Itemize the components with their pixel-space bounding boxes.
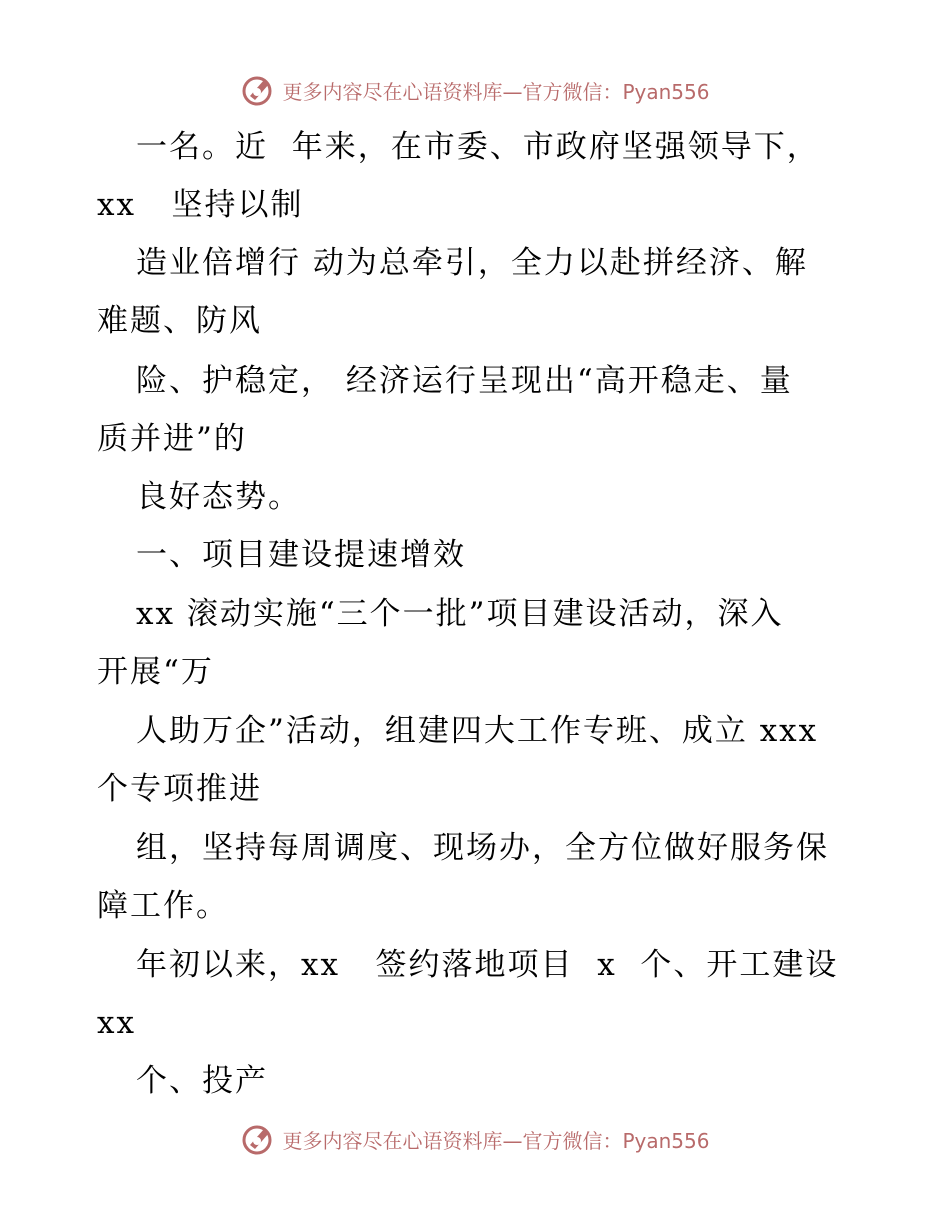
body-line-11: 人助万企”活动，组建四大工作专班、成立 xxx — [136, 713, 819, 749]
body-line-17: 个、投产 — [136, 1063, 268, 1099]
body-line-3: 造业倍增行 动为总牵引，全力以赴拼经济、解 — [136, 245, 808, 281]
body-line-6: 质并进”的 — [97, 421, 247, 457]
body-line-2: xx 坚持以制 — [97, 187, 304, 223]
body-line-5: 险、护稳定， 经济运行呈现出“高开稳走、量 — [136, 363, 793, 399]
body-line-1: 一名。近 年来，在市委、市政府坚强领导下， — [136, 129, 820, 165]
body-line-8: 一、项目建设提速增效 — [136, 537, 466, 573]
body-line-13: 组，坚持每周调度、现场办，全方位做好服务保 — [136, 830, 829, 866]
body-line-12: 个专项推进 — [97, 771, 262, 807]
body-line-14: 障工作。 — [97, 888, 229, 924]
body-line-15: 年初以来，xx 签约落地项目 x 个、开工建设 — [136, 947, 839, 983]
body-line-10: 开展“万 — [97, 654, 214, 690]
footer-banner-text: 更多内容尽在心语资料库—官方微信：Pyan556 — [282, 1128, 710, 1153]
body-line-16: xx — [97, 1005, 136, 1041]
footer-banner — [0, 1117, 950, 1161]
header-banner-text: 更多内容尽在心语资料库—官方微信：Pyan556 — [282, 79, 710, 104]
body-line-7: 良好态势。 — [136, 479, 301, 515]
pen-circle-logo-icon — [240, 1121, 276, 1157]
body-line-4: 难题、防风 — [97, 303, 262, 339]
body-line-9: xx 滚动实施“三个一批”项目建设活动，深入 — [136, 596, 784, 632]
footer-banner-inner — [240, 1121, 709, 1157]
